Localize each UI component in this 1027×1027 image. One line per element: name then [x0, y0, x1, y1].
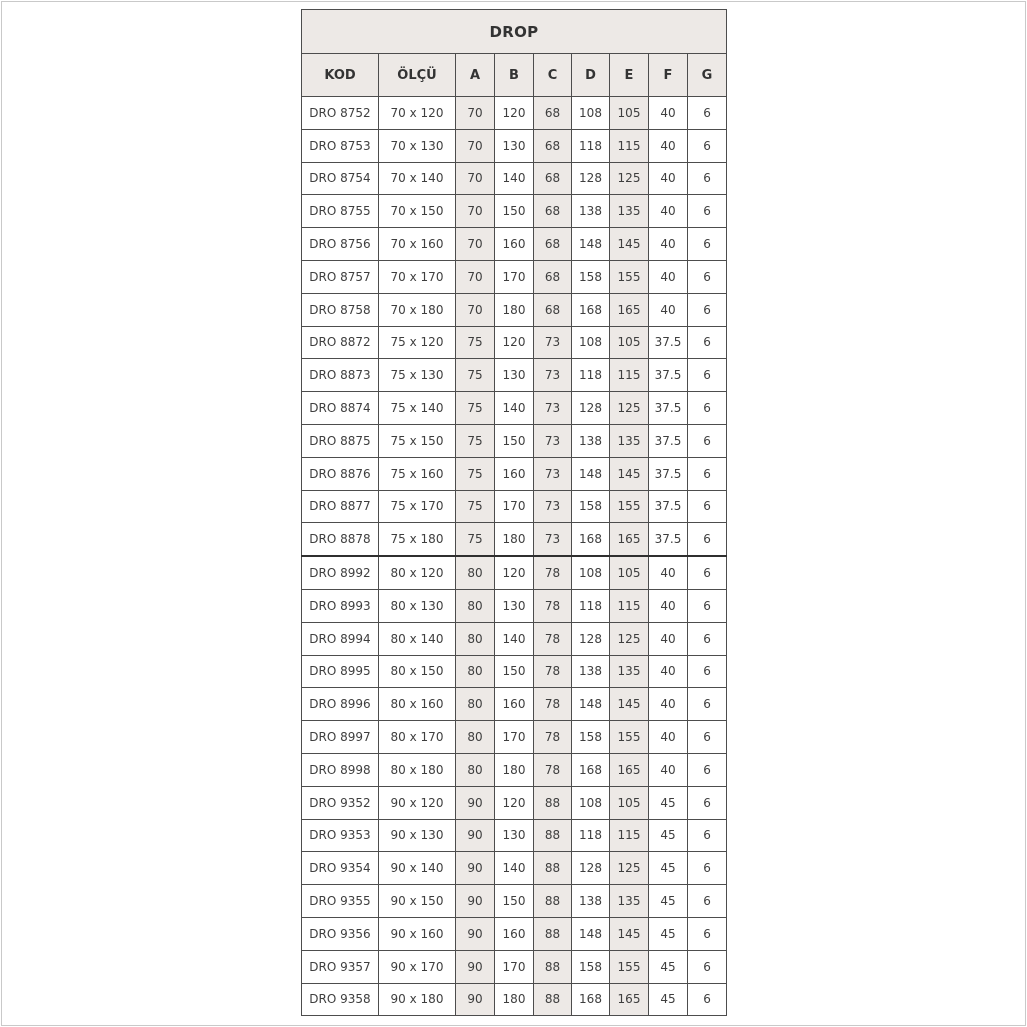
cell-kod: DRO 8753	[302, 129, 379, 162]
cell-c: 73	[534, 326, 572, 359]
cell-b: 140	[495, 622, 534, 655]
cell-g: 6	[688, 523, 727, 556]
cell-a: 70	[456, 228, 495, 261]
cell-kod: DRO 8755	[302, 195, 379, 228]
cell-a: 75	[456, 326, 495, 359]
cell-olcu: 75 x 120	[379, 326, 456, 359]
cell-kod: DRO 9356	[302, 917, 379, 950]
table-row	[302, 556, 727, 589]
cell-olcu: 90 x 180	[379, 983, 456, 1016]
cell-b: 130	[495, 359, 534, 392]
cell-f: 40	[649, 195, 688, 228]
cell-e: 155	[610, 721, 649, 754]
table-title: DROP	[302, 10, 727, 54]
cell-kod: DRO 8752	[302, 97, 379, 130]
cell-b: 170	[495, 490, 534, 523]
cell-a: 90	[456, 983, 495, 1016]
cell-g: 6	[688, 129, 727, 162]
cell-kod: DRO 8998	[302, 753, 379, 786]
cell-b: 150	[495, 885, 534, 918]
cell-d: 118	[572, 589, 610, 622]
cell-a: 70	[456, 97, 495, 130]
cell-f: 37.5	[649, 392, 688, 425]
cell-d: 108	[572, 326, 610, 359]
cell-kod: DRO 8992	[302, 556, 379, 589]
cell-a: 90	[456, 819, 495, 852]
cell-f: 37.5	[649, 359, 688, 392]
cell-d: 138	[572, 424, 610, 457]
table-row	[302, 97, 727, 130]
cell-e: 155	[610, 490, 649, 523]
cell-olcu: 75 x 160	[379, 457, 456, 490]
table-row	[302, 359, 727, 392]
cell-olcu: 70 x 170	[379, 260, 456, 293]
cell-e: 115	[610, 819, 649, 852]
column-header-olcu: ÖLÇÜ	[379, 54, 456, 97]
cell-e: 135	[610, 655, 649, 688]
cell-d: 128	[572, 852, 610, 885]
cell-olcu: 80 x 120	[379, 556, 456, 589]
cell-olcu: 70 x 180	[379, 293, 456, 326]
cell-b: 170	[495, 950, 534, 983]
cell-kod: DRO 8996	[302, 688, 379, 721]
cell-g: 6	[688, 326, 727, 359]
cell-kod: DRO 9352	[302, 786, 379, 819]
cell-b: 160	[495, 688, 534, 721]
cell-kod: DRO 8875	[302, 424, 379, 457]
table-row	[302, 885, 727, 918]
table-row	[302, 457, 727, 490]
cell-c: 68	[534, 162, 572, 195]
cell-olcu: 70 x 130	[379, 129, 456, 162]
cell-kod: DRO 8758	[302, 293, 379, 326]
table-row	[302, 326, 727, 359]
cell-g: 6	[688, 688, 727, 721]
cell-kod: DRO 8754	[302, 162, 379, 195]
cell-olcu: 90 x 140	[379, 852, 456, 885]
cell-c: 73	[534, 490, 572, 523]
cell-g: 6	[688, 556, 727, 589]
cell-kod: DRO 9358	[302, 983, 379, 1016]
table-row	[302, 392, 727, 425]
cell-f: 40	[649, 260, 688, 293]
cell-g: 6	[688, 490, 727, 523]
cell-c: 78	[534, 622, 572, 655]
cell-olcu: 75 x 170	[379, 490, 456, 523]
cell-e: 165	[610, 523, 649, 556]
cell-a: 75	[456, 424, 495, 457]
table-row	[302, 129, 727, 162]
cell-d: 158	[572, 721, 610, 754]
cell-c: 88	[534, 950, 572, 983]
cell-a: 90	[456, 786, 495, 819]
cell-f: 40	[649, 688, 688, 721]
cell-g: 6	[688, 589, 727, 622]
cell-g: 6	[688, 917, 727, 950]
cell-g: 6	[688, 852, 727, 885]
cell-c: 78	[534, 721, 572, 754]
cell-c: 73	[534, 359, 572, 392]
cell-olcu: 75 x 140	[379, 392, 456, 425]
cell-olcu: 90 x 160	[379, 917, 456, 950]
cell-g: 6	[688, 721, 727, 754]
cell-b: 170	[495, 260, 534, 293]
cell-b: 120	[495, 97, 534, 130]
cell-e: 125	[610, 162, 649, 195]
cell-b: 150	[495, 195, 534, 228]
table-row	[302, 260, 727, 293]
table-row	[302, 490, 727, 523]
cell-kod: DRO 8756	[302, 228, 379, 261]
cell-e: 105	[610, 97, 649, 130]
cell-olcu: 90 x 150	[379, 885, 456, 918]
cell-b: 180	[495, 753, 534, 786]
cell-f: 45	[649, 786, 688, 819]
cell-kod: DRO 8873	[302, 359, 379, 392]
cell-kod: DRO 8997	[302, 721, 379, 754]
table-row	[302, 917, 727, 950]
column-header-b: B	[495, 54, 534, 97]
cell-a: 80	[456, 589, 495, 622]
cell-a: 80	[456, 556, 495, 589]
cell-f: 40	[649, 129, 688, 162]
cell-b: 160	[495, 917, 534, 950]
table-row	[302, 655, 727, 688]
cell-b: 160	[495, 457, 534, 490]
title-row	[302, 10, 727, 54]
cell-c: 68	[534, 260, 572, 293]
cell-e: 135	[610, 195, 649, 228]
cell-c: 73	[534, 523, 572, 556]
table-row	[302, 852, 727, 885]
cell-d: 128	[572, 622, 610, 655]
cell-c: 73	[534, 424, 572, 457]
cell-c: 78	[534, 655, 572, 688]
cell-b: 120	[495, 786, 534, 819]
cell-g: 6	[688, 457, 727, 490]
column-header-d: D	[572, 54, 610, 97]
cell-d: 128	[572, 392, 610, 425]
cell-a: 90	[456, 917, 495, 950]
cell-f: 40	[649, 228, 688, 261]
table-row	[302, 622, 727, 655]
cell-olcu: 70 x 120	[379, 97, 456, 130]
cell-b: 180	[495, 293, 534, 326]
cell-f: 37.5	[649, 490, 688, 523]
cell-e: 135	[610, 424, 649, 457]
cell-g: 6	[688, 950, 727, 983]
cell-c: 78	[534, 556, 572, 589]
cell-f: 45	[649, 983, 688, 1016]
cell-c: 88	[534, 917, 572, 950]
cell-a: 75	[456, 523, 495, 556]
cell-e: 165	[610, 983, 649, 1016]
cell-kod: DRO 8878	[302, 523, 379, 556]
cell-olcu: 80 x 170	[379, 721, 456, 754]
cell-e: 135	[610, 885, 649, 918]
cell-d: 118	[572, 819, 610, 852]
cell-kod: DRO 8874	[302, 392, 379, 425]
cell-e: 145	[610, 917, 649, 950]
table-row	[302, 688, 727, 721]
cell-olcu: 70 x 160	[379, 228, 456, 261]
cell-c: 68	[534, 228, 572, 261]
cell-olcu: 80 x 130	[379, 589, 456, 622]
table-row	[302, 753, 727, 786]
cell-g: 6	[688, 786, 727, 819]
cell-e: 115	[610, 589, 649, 622]
cell-e: 125	[610, 392, 649, 425]
cell-c: 68	[534, 195, 572, 228]
cell-e: 145	[610, 228, 649, 261]
cell-kod: DRO 9354	[302, 852, 379, 885]
cell-b: 180	[495, 983, 534, 1016]
cell-d: 138	[572, 195, 610, 228]
cell-d: 158	[572, 490, 610, 523]
cell-g: 6	[688, 392, 727, 425]
cell-f: 40	[649, 753, 688, 786]
cell-b: 130	[495, 129, 534, 162]
spec-table	[301, 9, 727, 1016]
cell-f: 37.5	[649, 326, 688, 359]
cell-kod: DRO 8876	[302, 457, 379, 490]
cell-d: 148	[572, 228, 610, 261]
cell-c: 88	[534, 852, 572, 885]
cell-c: 78	[534, 589, 572, 622]
cell-a: 70	[456, 129, 495, 162]
cell-olcu: 70 x 150	[379, 195, 456, 228]
cell-b: 130	[495, 819, 534, 852]
cell-kod: DRO 9357	[302, 950, 379, 983]
table-row	[302, 819, 727, 852]
cell-f: 45	[649, 950, 688, 983]
cell-f: 40	[649, 293, 688, 326]
cell-f: 40	[649, 721, 688, 754]
cell-e: 165	[610, 293, 649, 326]
cell-olcu: 75 x 180	[379, 523, 456, 556]
column-header-a: A	[456, 54, 495, 97]
cell-a: 75	[456, 490, 495, 523]
cell-d: 168	[572, 753, 610, 786]
cell-a: 75	[456, 359, 495, 392]
column-header-e: E	[610, 54, 649, 97]
table-row	[302, 950, 727, 983]
cell-kod: DRO 8994	[302, 622, 379, 655]
cell-d: 108	[572, 556, 610, 589]
cell-d: 168	[572, 523, 610, 556]
table-row	[302, 786, 727, 819]
cell-c: 88	[534, 885, 572, 918]
cell-f: 45	[649, 852, 688, 885]
cell-olcu: 70 x 140	[379, 162, 456, 195]
cell-olcu: 75 x 150	[379, 424, 456, 457]
cell-e: 105	[610, 556, 649, 589]
cell-a: 70	[456, 162, 495, 195]
cell-b: 180	[495, 523, 534, 556]
cell-c: 68	[534, 97, 572, 130]
table-row	[302, 983, 727, 1016]
cell-f: 40	[649, 97, 688, 130]
cell-e: 105	[610, 326, 649, 359]
cell-g: 6	[688, 293, 727, 326]
cell-d: 148	[572, 688, 610, 721]
cell-e: 115	[610, 359, 649, 392]
cell-f: 45	[649, 885, 688, 918]
cell-c: 88	[534, 983, 572, 1016]
cell-g: 6	[688, 885, 727, 918]
cell-e: 105	[610, 786, 649, 819]
cell-a: 70	[456, 293, 495, 326]
cell-e: 165	[610, 753, 649, 786]
cell-g: 6	[688, 655, 727, 688]
table-body	[302, 97, 727, 1016]
cell-f: 37.5	[649, 457, 688, 490]
cell-d: 108	[572, 786, 610, 819]
cell-e: 115	[610, 129, 649, 162]
cell-g: 6	[688, 753, 727, 786]
table-row	[302, 293, 727, 326]
cell-b: 170	[495, 721, 534, 754]
cell-kod: DRO 8993	[302, 589, 379, 622]
cell-f: 40	[649, 655, 688, 688]
cell-c: 88	[534, 786, 572, 819]
cell-a: 75	[456, 457, 495, 490]
cell-d: 138	[572, 885, 610, 918]
cell-g: 6	[688, 359, 727, 392]
cell-e: 125	[610, 852, 649, 885]
cell-a: 80	[456, 622, 495, 655]
cell-d: 148	[572, 457, 610, 490]
cell-f: 40	[649, 622, 688, 655]
cell-b: 140	[495, 392, 534, 425]
table-row	[302, 721, 727, 754]
column-header-kod: KOD	[302, 54, 379, 97]
cell-g: 6	[688, 424, 727, 457]
cell-e: 145	[610, 688, 649, 721]
cell-g: 6	[688, 622, 727, 655]
cell-g: 6	[688, 228, 727, 261]
column-header-f: F	[649, 54, 688, 97]
cell-d: 168	[572, 293, 610, 326]
cell-a: 75	[456, 392, 495, 425]
cell-kod: DRO 8757	[302, 260, 379, 293]
table-row	[302, 589, 727, 622]
cell-g: 6	[688, 819, 727, 852]
cell-e: 155	[610, 950, 649, 983]
table-row	[302, 195, 727, 228]
cell-g: 6	[688, 162, 727, 195]
cell-olcu: 90 x 120	[379, 786, 456, 819]
cell-olcu: 90 x 130	[379, 819, 456, 852]
cell-f: 40	[649, 556, 688, 589]
cell-c: 73	[534, 457, 572, 490]
cell-d: 148	[572, 917, 610, 950]
cell-d: 158	[572, 260, 610, 293]
cell-d: 108	[572, 97, 610, 130]
cell-a: 80	[456, 688, 495, 721]
cell-c: 78	[534, 688, 572, 721]
cell-d: 118	[572, 359, 610, 392]
cell-olcu: 80 x 140	[379, 622, 456, 655]
cell-c: 78	[534, 753, 572, 786]
cell-kod: DRO 9353	[302, 819, 379, 852]
cell-b: 120	[495, 326, 534, 359]
column-header-g: G	[688, 54, 727, 97]
cell-f: 40	[649, 162, 688, 195]
cell-olcu: 80 x 150	[379, 655, 456, 688]
table-row	[302, 523, 727, 556]
cell-e: 155	[610, 260, 649, 293]
cell-b: 130	[495, 589, 534, 622]
cell-f: 45	[649, 819, 688, 852]
cell-a: 80	[456, 721, 495, 754]
cell-b: 120	[495, 556, 534, 589]
cell-e: 125	[610, 622, 649, 655]
cell-d: 128	[572, 162, 610, 195]
cell-a: 90	[456, 950, 495, 983]
table-row	[302, 424, 727, 457]
cell-olcu: 80 x 180	[379, 753, 456, 786]
cell-b: 150	[495, 655, 534, 688]
cell-olcu: 90 x 170	[379, 950, 456, 983]
cell-b: 140	[495, 162, 534, 195]
cell-b: 140	[495, 852, 534, 885]
column-header-row	[302, 54, 727, 97]
cell-c: 68	[534, 129, 572, 162]
cell-kod: DRO 9355	[302, 885, 379, 918]
cell-f: 40	[649, 589, 688, 622]
cell-c: 68	[534, 293, 572, 326]
cell-d: 168	[572, 983, 610, 1016]
cell-kod: DRO 8877	[302, 490, 379, 523]
cell-kod: DRO 8872	[302, 326, 379, 359]
cell-c: 73	[534, 392, 572, 425]
cell-d: 118	[572, 129, 610, 162]
table-row	[302, 228, 727, 261]
cell-olcu: 75 x 130	[379, 359, 456, 392]
cell-a: 90	[456, 852, 495, 885]
cell-g: 6	[688, 260, 727, 293]
cell-olcu: 80 x 160	[379, 688, 456, 721]
cell-f: 37.5	[649, 424, 688, 457]
table-row	[302, 162, 727, 195]
cell-kod: DRO 8995	[302, 655, 379, 688]
cell-e: 145	[610, 457, 649, 490]
cell-d: 138	[572, 655, 610, 688]
cell-b: 150	[495, 424, 534, 457]
cell-f: 45	[649, 917, 688, 950]
cell-a: 70	[456, 195, 495, 228]
cell-g: 6	[688, 983, 727, 1016]
cell-g: 6	[688, 97, 727, 130]
cell-b: 160	[495, 228, 534, 261]
cell-g: 6	[688, 195, 727, 228]
cell-f: 37.5	[649, 523, 688, 556]
cell-a: 80	[456, 753, 495, 786]
cell-a: 90	[456, 885, 495, 918]
column-header-c: C	[534, 54, 572, 97]
cell-a: 70	[456, 260, 495, 293]
cell-c: 88	[534, 819, 572, 852]
cell-d: 158	[572, 950, 610, 983]
cell-a: 80	[456, 655, 495, 688]
